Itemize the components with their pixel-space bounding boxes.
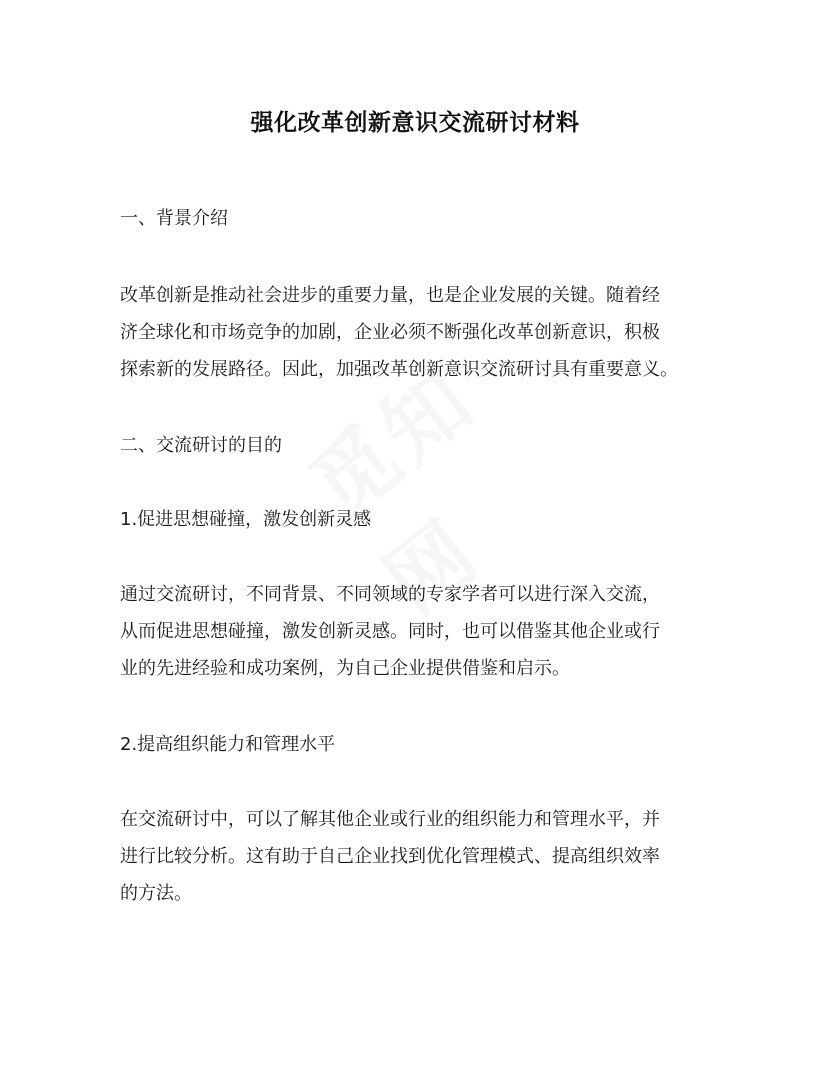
subsection-heading-1: 1.促进思想碰撞，激发创新灵感 (120, 509, 372, 530)
paragraph-line: 的方法。 (120, 883, 192, 904)
subsection-heading-2: 2.提高组织能力和管理水平 (120, 734, 336, 755)
paragraph-line: 在交流研讨中，可以了解其他企业或行业的组织能力和管理水平，并 (120, 809, 660, 830)
paragraph-line: 从而促进思想碰撞，激发创新灵感。同时，也可以借鉴其他企业或行 (120, 621, 660, 642)
section-heading-background: 一、背景介绍 (120, 208, 228, 229)
paragraph-line: 济全球化和市场竞争的加剧，企业必须不断强化改革创新意识，积极 (120, 322, 660, 343)
paragraph-line: 业的先进经验和成功案例，为自己企业提供借鉴和启示。 (120, 658, 570, 679)
section-heading-purpose: 二、交流研讨的目的 (120, 435, 282, 456)
paragraph-line: 探索新的发展路径。因此，加强改革创新意识交流研讨具有重要意义。 (120, 359, 678, 380)
paragraph-line: 改革创新是推动社会进步的重要力量，也是企业发展的关键。随着经 (120, 285, 660, 306)
page-title: 强化改革创新意识交流研讨材料 (250, 110, 580, 136)
paragraph-line: 进行比较分析。这有助于自己企业找到优化管理模式、提高组织效率 (120, 846, 660, 867)
paragraph-line: 通过交流研讨，不同背景、不同领域的专家学者可以进行深入交流， (120, 584, 660, 605)
